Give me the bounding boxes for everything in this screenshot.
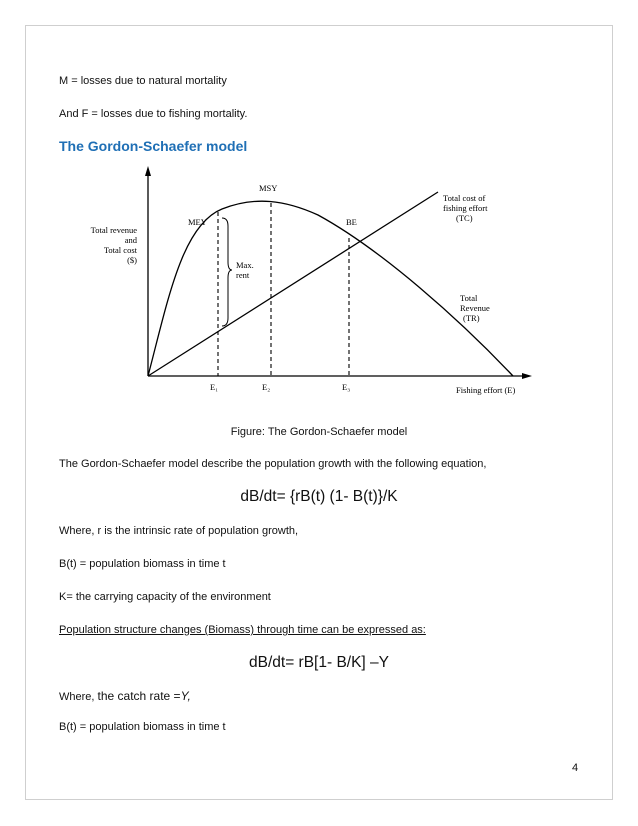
tc-label-3: (TC) (456, 213, 473, 223)
tr-label-3: (TR) (463, 313, 480, 323)
e3-label: E₃ (342, 382, 351, 392)
carrying-capacity-line: K= the carrying capacity of the environment (59, 591, 271, 603)
tr-label-2: Revenue (460, 303, 490, 313)
y-label-line-4: ($) (127, 255, 137, 265)
tr-label-1: Total (460, 293, 478, 303)
x-axis-label: Fishing effort (E) (456, 385, 516, 395)
e1-label: E₁ (210, 382, 219, 392)
biomass-line-2: B(t) = population biomass in time t (59, 721, 226, 733)
y-label-line-1: Total revenue (90, 225, 137, 235)
mey-label: MEY (188, 217, 207, 227)
e2-label: E₂ (262, 382, 271, 392)
section-heading: The Gordon-Schaefer model (59, 138, 248, 154)
catch-rate-line (59, 689, 191, 703)
structure-line: Population structure changes (Biomass) through time can be expressed as: (59, 624, 426, 636)
fishing-mortality-line: And F = losses due to fishing mortality. (59, 108, 248, 120)
natural-mortality-line: M = losses due to natural mortality (59, 75, 227, 87)
max-rent-label-1: Max. (236, 260, 254, 270)
y-label-line-2: and (124, 235, 137, 245)
be-label: BE (346, 217, 357, 227)
max-rent-label-2: rent (236, 270, 250, 280)
where-prefix: Where, (59, 691, 98, 703)
max-rent-brace (222, 218, 232, 326)
equation-2: dB/dt= rB[1- B/K] –Y (249, 654, 389, 671)
total-revenue-curve (148, 201, 513, 376)
description-line: The Gordon-Schaefer model describe the population growth with the following equation, (59, 458, 487, 470)
where-r-line: Where, r is the intrinsic rate of population growth, (59, 525, 299, 537)
x-axis-arrow (522, 373, 532, 379)
equation-1: dB/dt= {rB(t) (1- B(t)}/K (240, 488, 398, 505)
tc-label-2: fishing effort (443, 203, 488, 213)
biomass-line-1: B(t) = population biomass in time t (59, 558, 226, 570)
msy-label: MSY (259, 183, 278, 193)
catch-rate-symbol: Y, (180, 689, 191, 703)
y-label-line-3: Total cost (103, 245, 137, 255)
page-number: 4 (572, 762, 579, 774)
y-axis-arrow (145, 166, 151, 176)
tc-label-1: Total cost of (443, 193, 486, 203)
catch-rate-text: the catch rate = (97, 689, 181, 703)
figure-caption: Figure: The Gordon-Schaefer model (230, 426, 408, 438)
